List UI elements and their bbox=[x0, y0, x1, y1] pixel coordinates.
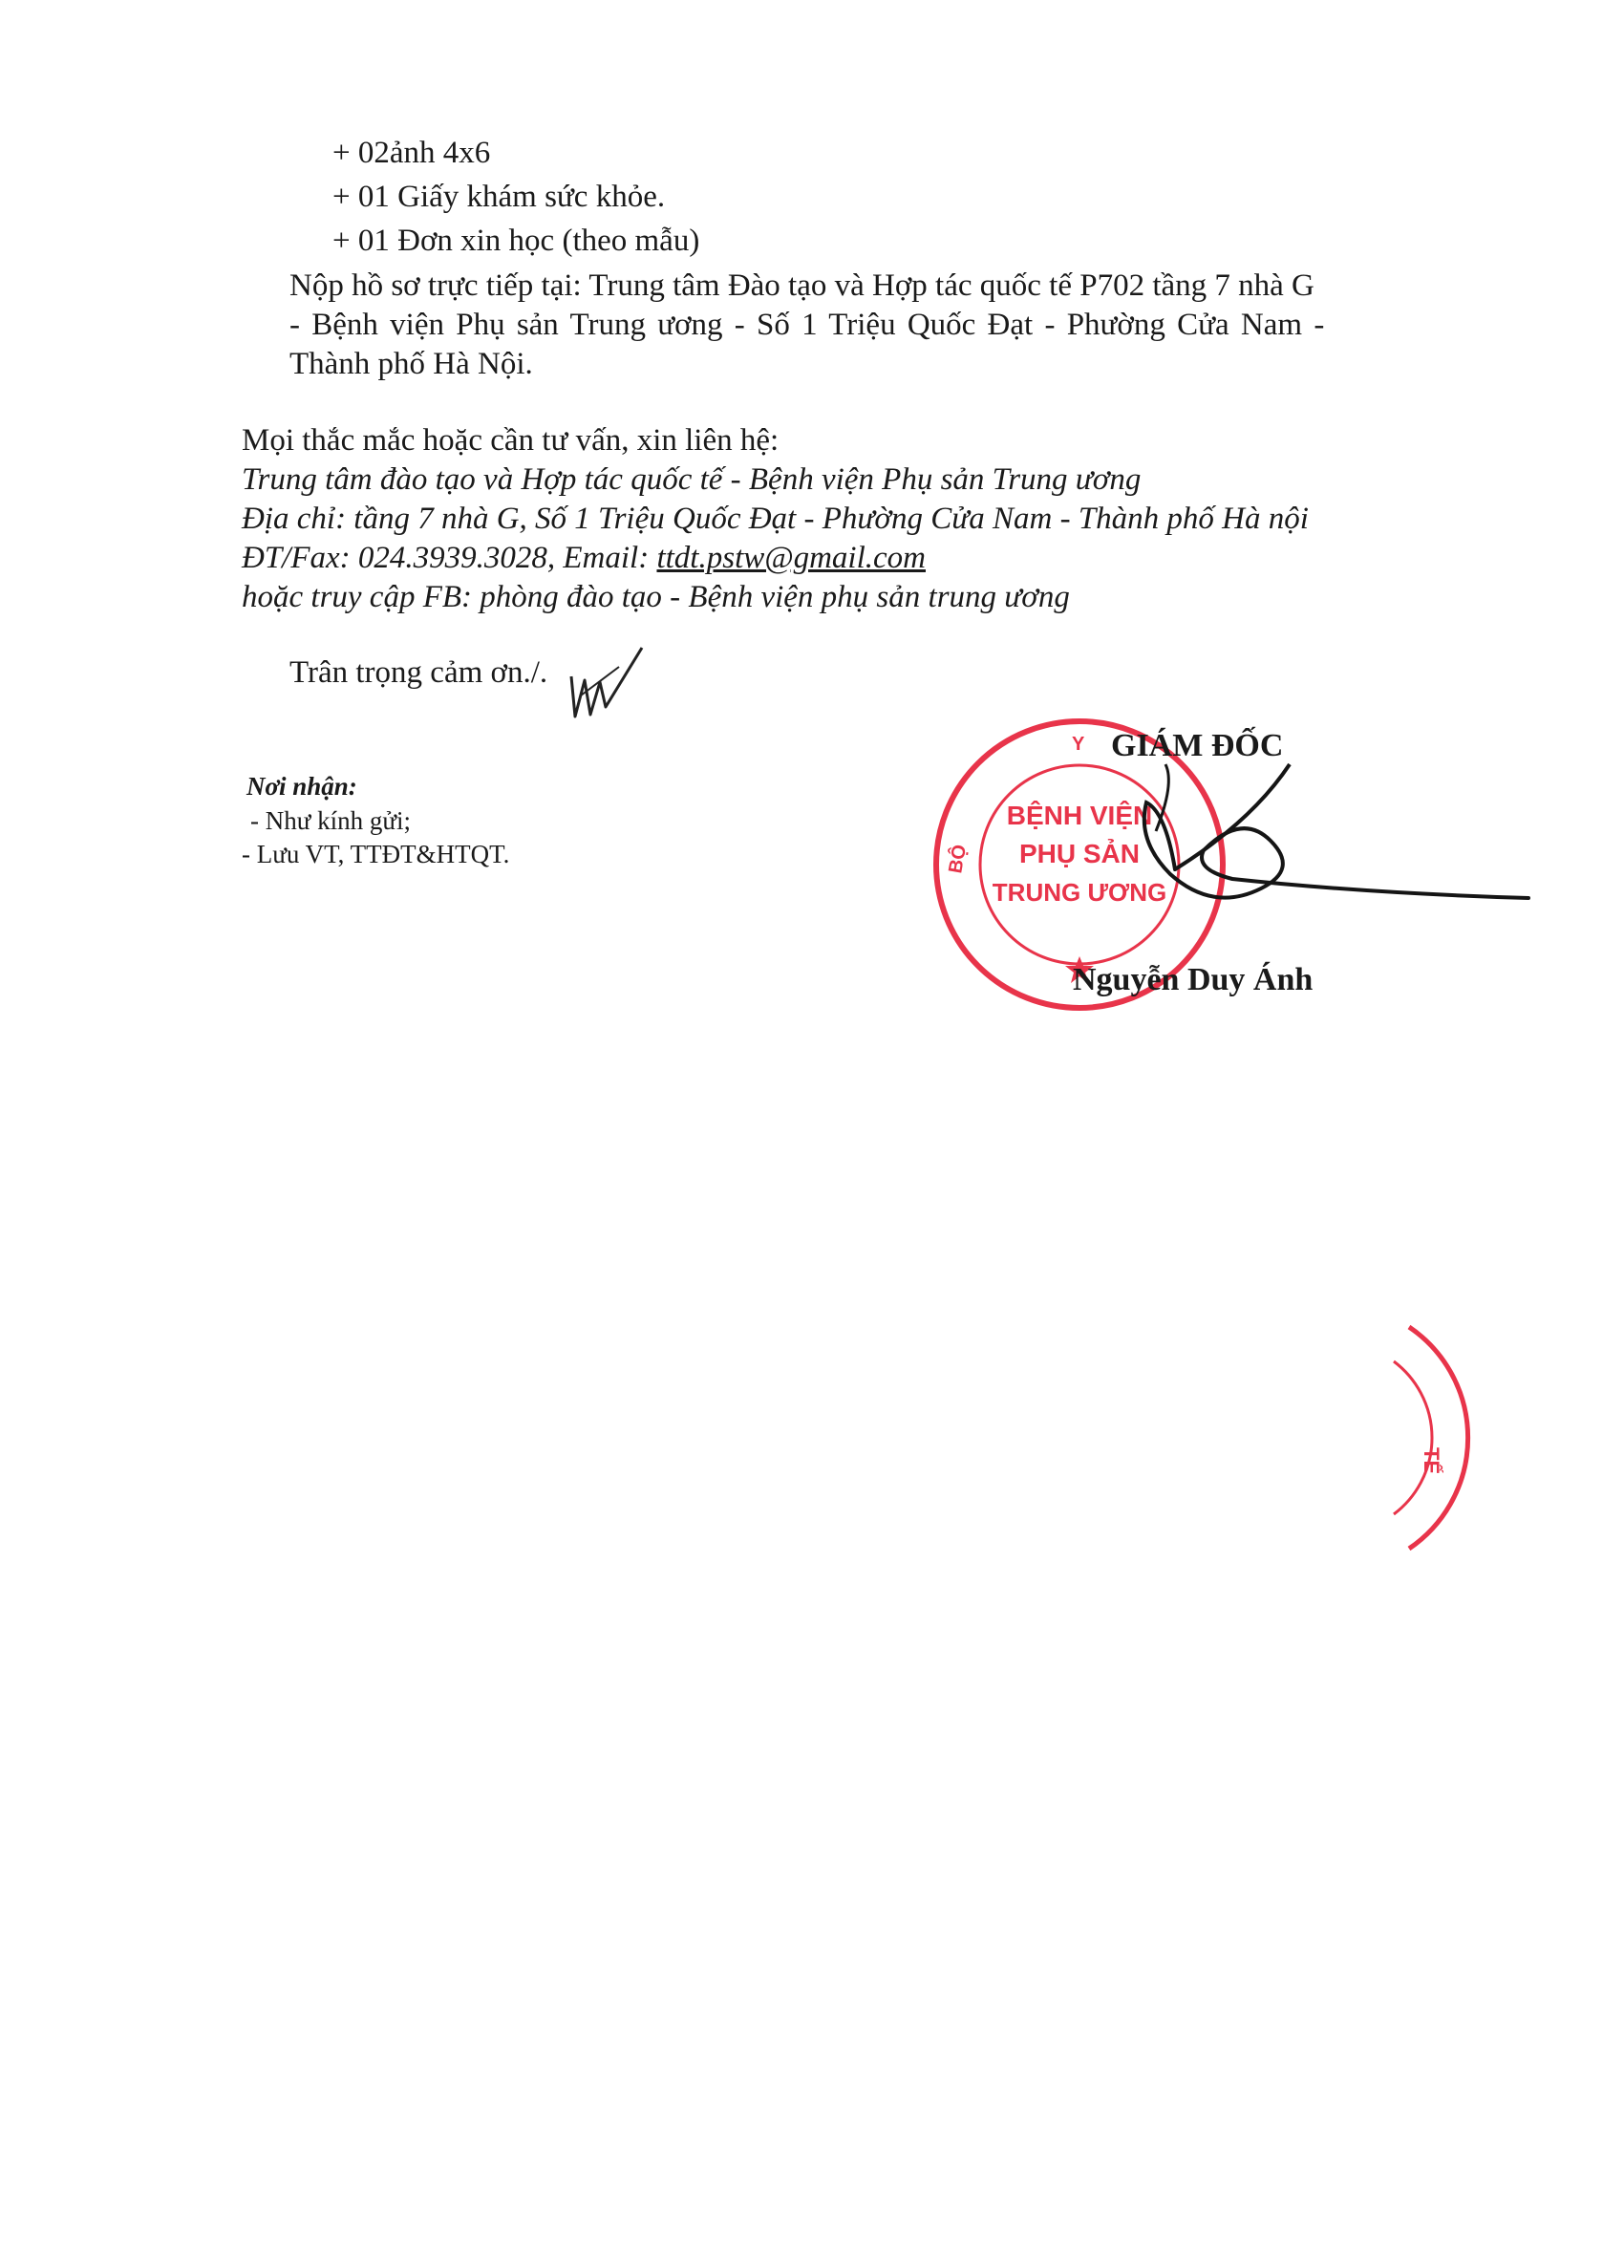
contact-address: Địa chỉ: tầng 7 nhà G, Số 1 Triệu Quốc Đạt - Phường Cửa Nam - Thành phố Hà nội bbox=[242, 502, 1309, 536]
seal-line-1: BỆNH VIỆN bbox=[1006, 801, 1153, 830]
closing-text: Trân trọng cảm ơn./. bbox=[289, 655, 548, 690]
submission-line: Thành phố Hà Nội. bbox=[289, 347, 533, 381]
recipient-item: - Lưu VT, TTĐT&HTQT. bbox=[242, 840, 510, 868]
submission-line: Nộp hồ sơ trực tiếp tại: Trung tâm Đào tạo và Hợp tác quốc tế P702 tầng 7 nhà G bbox=[289, 268, 1314, 303]
recipient-item: - Như kính gửi; bbox=[250, 806, 412, 835]
seal-line-3: TRUNG ƯƠNG bbox=[992, 878, 1167, 907]
submission-line: - Bệnh viện Phụ sản Trung ương - Số 1 Triệu Quốc Đạt - Phường Cửa Nam - bbox=[289, 308, 1325, 342]
initial-signature bbox=[562, 638, 648, 724]
signatory-title: GIÁM ĐỐC bbox=[1111, 728, 1284, 763]
recipients-label: Nơi nhận: bbox=[246, 772, 357, 801]
signatory-name: Nguyễn Duy Ánh bbox=[1073, 962, 1314, 997]
email-link[interactable]: ttdt.pstw@gmail.com bbox=[656, 541, 926, 575]
seal-ring-left: BỘ bbox=[945, 843, 972, 875]
contact-phone bbox=[242, 539, 926, 577]
partial-seal-edge bbox=[1390, 1323, 1485, 1552]
seal-ring-top: Y bbox=[1072, 734, 1085, 755]
contact-center: Trung tâm đào tạo và Hợp tác quốc tế - Bệnh viện Phụ sản Trung ương bbox=[242, 462, 1142, 497]
attachment-item: + 01 Giấy khám sức khỏe. bbox=[332, 180, 666, 214]
director-signature bbox=[1118, 745, 1538, 936]
contact-facebook: hoặc truy cập FB: phòng đào tạo - Bệnh viện phụ sản trung ương bbox=[242, 580, 1070, 614]
partial-seal-text: TẾ bbox=[1420, 1447, 1443, 1475]
attachment-item: + 02ảnh 4x6 bbox=[332, 136, 491, 170]
attachment-item: + 01 Đơn xin học (theo mẫu) bbox=[332, 224, 700, 258]
phone-fax-label: ĐT/Fax: 024.3939.3028, Email: bbox=[242, 541, 657, 575]
seal-line-2: PHỤ SẢN bbox=[1018, 839, 1141, 868]
contact-heading: Mọi thắc mắc hoặc cần tư vấn, xin liên hệ: bbox=[242, 423, 780, 458]
